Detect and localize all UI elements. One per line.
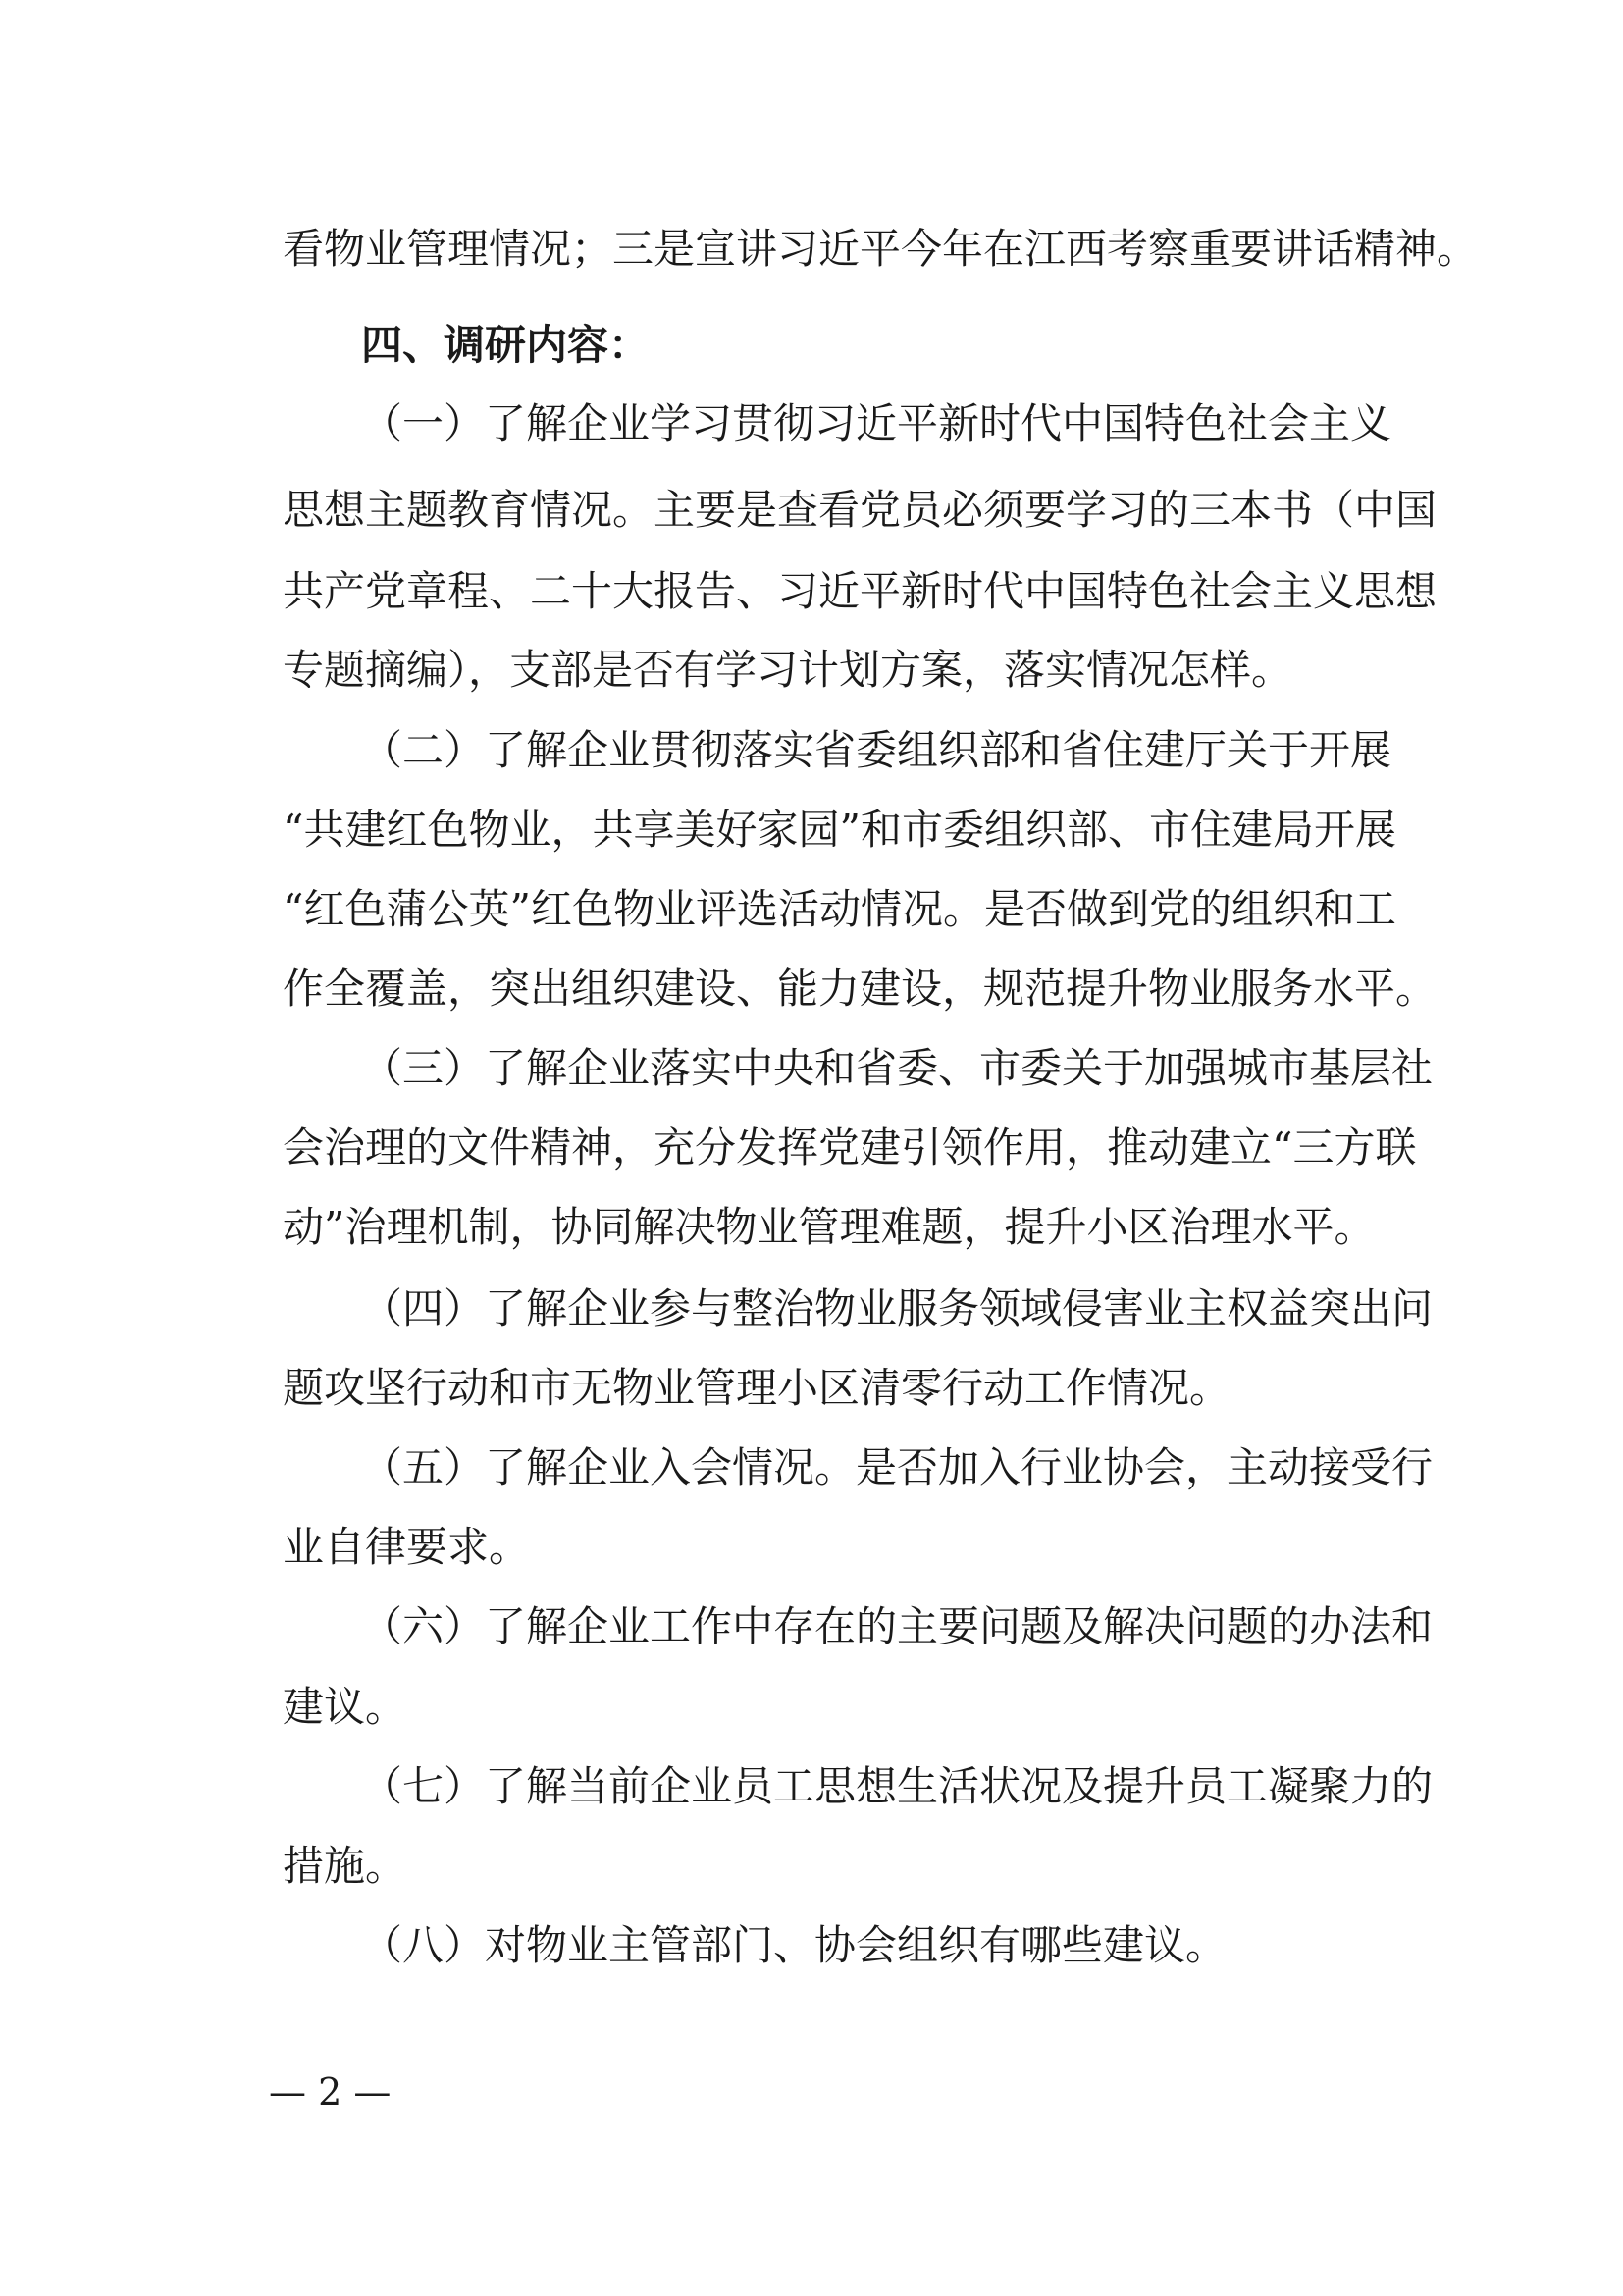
text-line: 共产党章程、二十大报告、习近平新时代中国特色社会主义思想 — [283, 567, 1438, 615]
text-line: （三）了解企业落实中央和省委、市委关于加强城市基层社 — [361, 1044, 1434, 1092]
text-line: 措施。 — [283, 1842, 407, 1890]
text-line: （二）了解企业贯彻落实省委组织部和省住建厅关于开展 — [361, 726, 1392, 774]
text-line: “红色蒲公英”红色物业评选活动情况。是否做到党的组织和工 — [283, 885, 1396, 933]
text-line: 题攻坚行动和市无物业管理小区清零行动工作情况。 — [283, 1364, 1231, 1412]
text-line: 业自律要求。 — [283, 1523, 531, 1571]
text-line: （四）了解企业参与整治物业服务领域侵害业主权益突出问 — [361, 1284, 1434, 1332]
text-line: 看物业管理情况；三是宣讲习近平今年在江西考察重要讲话精神。 — [283, 225, 1479, 273]
text-line: 建议。 — [283, 1683, 407, 1731]
text-line: 思想主题教育情况。主要是查看党员必须要学习的三本书（中国 — [283, 486, 1438, 534]
section-heading: 四、调研内容： — [361, 321, 651, 369]
text-line: “共建红色物业，共享美好家园”和市委组织部、市住建局开展 — [283, 806, 1396, 854]
text-line: 作全覆盖，突出组织建设、能力建设，规范提升物业服务水平。 — [283, 965, 1438, 1013]
text-line: （一）了解企业学习贯彻习近平新时代中国特色社会主义 — [361, 399, 1392, 447]
text-line: 会治理的文件精神，充分发挥党建引领作用，推动建立“三方联 — [283, 1123, 1417, 1172]
text-line: （五）了解企业入会情况。是否加入行业协会，主动接受行 — [361, 1443, 1434, 1491]
page-number: — 2 — — [269, 2070, 392, 2113]
text-line: （八）对物业主管部门、协会组织有哪些建议。 — [361, 1921, 1228, 1969]
text-line: （七）了解当前企业员工思想生活状况及提升员工凝聚力的 — [361, 1762, 1434, 1810]
text-line: 动”治理机制，协同解决物业管理难题，提升小区治理水平。 — [283, 1203, 1376, 1251]
text-line: （六）了解企业工作中存在的主要问题及解决问题的办法和 — [361, 1602, 1434, 1650]
text-line: 专题摘编），支部是否有学习计划方案，落实情况怎样。 — [283, 646, 1293, 694]
